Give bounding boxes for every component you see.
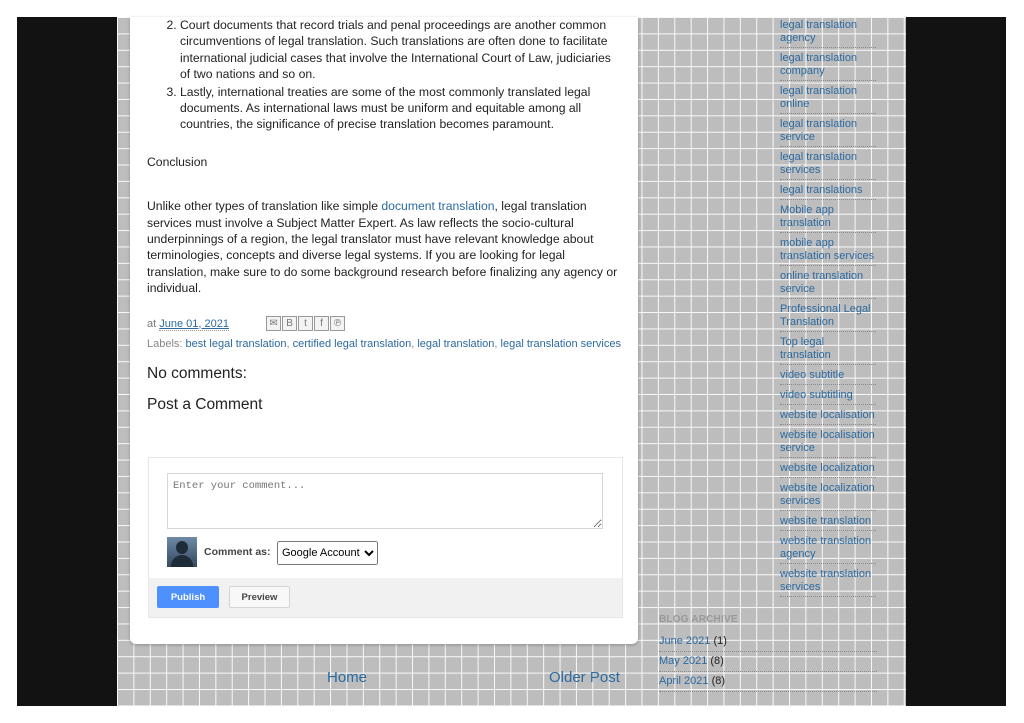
home-link[interactable]: Home	[327, 669, 368, 686]
archive-link[interactable]: June 2021	[659, 635, 711, 647]
sidebar-label-link[interactable]: video subtitling	[780, 387, 876, 405]
sidebar-label-link[interactable]: website localization services	[780, 480, 876, 511]
document-translation-link[interactable]: document translation	[381, 199, 495, 214]
archive-item	[659, 632, 877, 652]
at-label: at	[147, 317, 157, 330]
sidebar-label-link[interactable]: legal translations	[780, 182, 876, 200]
sidebar-label-link[interactable]: website localization	[780, 460, 876, 478]
sidebar-label-link[interactable]: website localisation service	[780, 427, 876, 458]
email-icon[interactable]: ✉	[266, 316, 281, 331]
sidebar-label-link[interactable]: legal translation services	[780, 149, 876, 180]
labels-prefix: Labels:	[147, 338, 183, 351]
sidebar-label-link[interactable]: online translation service	[780, 268, 876, 299]
sidebar-label-link[interactable]: website translation	[780, 513, 876, 531]
sidebar-label-link[interactable]: legal translation online	[780, 83, 876, 114]
avatar	[167, 537, 197, 567]
twitter-icon[interactable]: t	[298, 316, 313, 331]
archive-count: (8)	[711, 675, 726, 687]
comment-actions	[149, 578, 622, 617]
blogger-icon[interactable]: B	[282, 316, 297, 331]
no-comments-heading: No comments:	[147, 365, 247, 383]
archive-link[interactable]: May 2021	[659, 655, 708, 667]
sidebar-label-link[interactable]: website translation agency	[780, 533, 876, 564]
sidebar-label-link[interactable]: Mobile app translation	[780, 202, 876, 233]
sidebar-label-link[interactable]: legal translation service	[780, 116, 876, 147]
post-footer	[147, 316, 623, 332]
pinterest-icon[interactable]: ℗	[330, 316, 345, 331]
label-link[interactable]: legal translation services	[500, 338, 621, 351]
sidebar-label-link[interactable]: Top legal translation	[780, 334, 876, 365]
share-buttons	[266, 316, 345, 331]
sidebar-label-link[interactable]: website translation services	[780, 566, 876, 597]
blog-archive-title: BLOG ARCHIVE	[659, 614, 738, 625]
publish-button[interactable]: Publish	[157, 586, 219, 608]
facebook-icon[interactable]: f	[314, 316, 329, 331]
archive-link[interactable]: April 2021	[659, 675, 709, 687]
archive-count: (1)	[713, 635, 727, 647]
post-body	[130, 17, 638, 644]
preview-button[interactable]: Preview	[229, 586, 290, 608]
label-link[interactable]: legal translation	[417, 338, 495, 351]
blog-archive-list	[659, 632, 877, 692]
older-post-link[interactable]: Older Post	[549, 669, 620, 686]
conclusion-heading: Conclusion	[147, 154, 208, 169]
sidebar-label-link[interactable]: Professional Legal Translation	[780, 301, 876, 332]
sidebar-label-link[interactable]: legal translation agency	[780, 17, 876, 48]
post-comment-heading: Post a Comment	[147, 395, 263, 413]
conclusion-paragraph: Unlike other types of translation like simple document translation, legal translation services must involve a Subject Matter Expert. As law reflects the socio-cultural underpinnings of a region, the legal translator must have relevant knowledge about terminologies, concepts and diverse legal systems. If you are looking for legal translation, make sure to do some background research before finalizing any agency or individual.	[147, 199, 618, 296]
sidebar-label-link[interactable]: website localisation	[780, 407, 876, 425]
label-link[interactable]: best legal translation	[185, 338, 287, 351]
post-list	[147, 17, 623, 133]
sidebar-label-link[interactable]: video subtitle	[780, 367, 876, 385]
sidebar-labels	[780, 17, 876, 599]
post-labels: Labels: best legal translation, certified legal translation, legal translation, legal translation services	[147, 338, 621, 351]
comment-as-label: Comment as:	[204, 546, 271, 558]
list-item: 3. Lastly, international treaties are some of the most commonly translated legal documents. As international laws must be uniform and equitable among all countries, the significance of precise translation becomes paramount.	[180, 84, 623, 133]
archive-item	[659, 672, 877, 692]
archive-count: (8)	[710, 655, 724, 667]
comment-form	[148, 457, 623, 618]
label-link[interactable]: certified legal translation	[292, 338, 412, 351]
post-date-link[interactable]: June 01, 2021	[159, 317, 229, 330]
sidebar-label-link[interactable]: legal translation company	[780, 50, 876, 81]
comment-input[interactable]	[167, 473, 603, 529]
account-select[interactable]	[277, 541, 378, 565]
list-item: 2. Court documents that record trials and penal proceedings are another common circumventions of legal translation. Such translations are often done to facilitate international judicial cases that involve the International Court of Law, judiciaries of two nations and so on.	[180, 17, 623, 83]
sidebar-label-link[interactable]: mobile app translation services	[780, 235, 876, 266]
archive-item	[659, 652, 877, 672]
